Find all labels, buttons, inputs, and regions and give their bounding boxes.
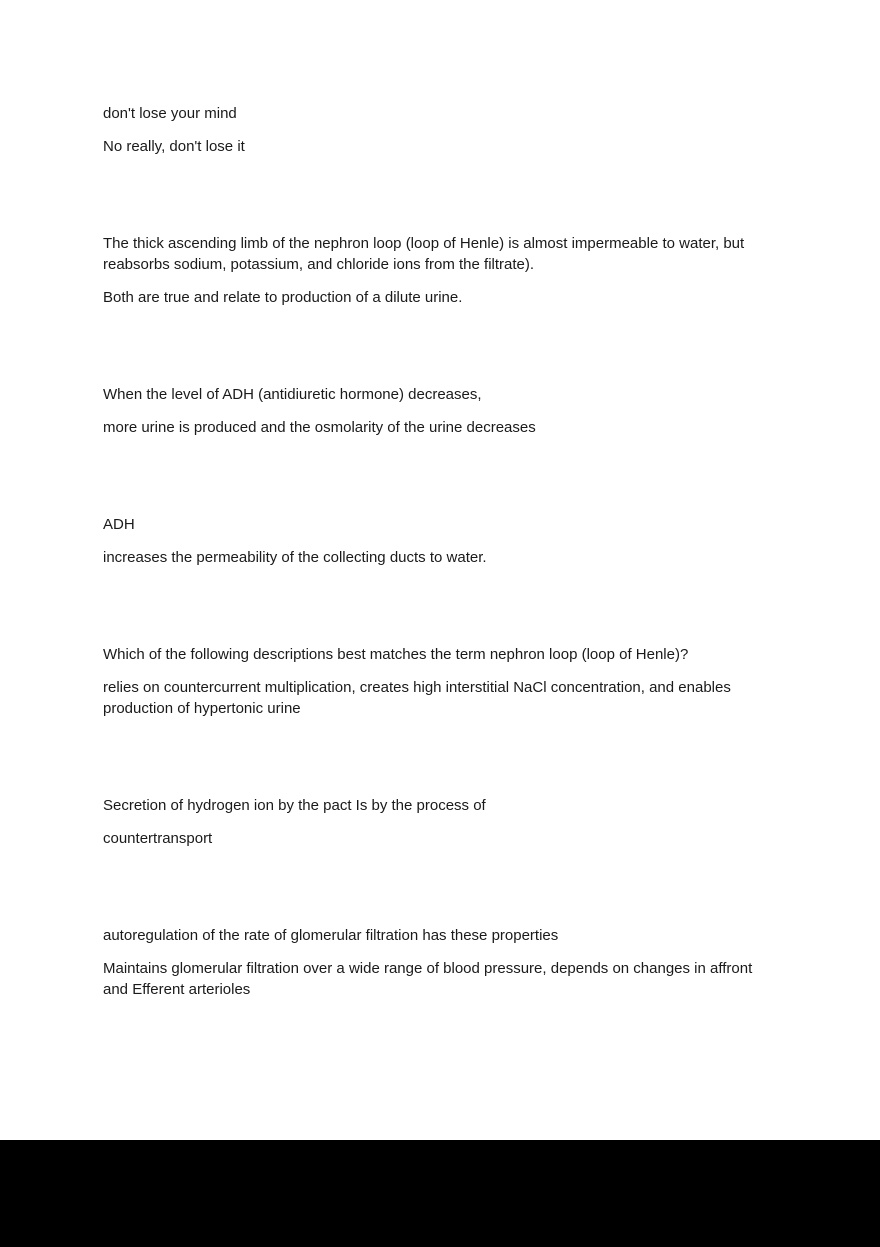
flashcard-definition: No really, don't lose it: [103, 138, 245, 155]
flashcard-definition: increases the permeability of the collecting ducts to water.: [103, 549, 487, 566]
flashcard-definition: Maintains glomerular filtration over a wide range of blood pressure, depends on changes in affront and Efferent arterioles: [103, 960, 753, 998]
flashcard-term: Which of the following descriptions best matches the term nephron loop (loop of Henle)?: [103, 646, 689, 663]
flashcard-definition: countertransport: [103, 830, 213, 847]
flashcard-definition: more urine is produced and the osmolarity of the urine decreases: [103, 419, 536, 436]
flashcard: [103, 384, 781, 438]
flashcard-term: autoregulation of the rate of glomerular filtration has these properties: [103, 927, 559, 944]
flashcard-term: Secretion of hydrogen ion by the pact Is by the process of: [103, 797, 486, 814]
flashcard: [103, 514, 781, 568]
flashcard-term: ADH: [103, 516, 135, 533]
flashcard-term: When the level of ADH (antidiuretic hormone) decreases,: [103, 386, 482, 403]
flashcard: [103, 103, 781, 157]
flashcard: [103, 233, 781, 308]
flashcard: [103, 644, 781, 719]
flashcard: [103, 925, 781, 1000]
flashcard-definition: Both are true and relate to production of a dilute urine.: [103, 289, 463, 306]
bottom-black-bar: [0, 1140, 880, 1247]
flashcard-term: The thick ascending limb of the nephron loop (loop of Henle) is almost impermeable to water, but reabsorbs sodium, potassium, and chloride ions from the filtrate).: [103, 235, 745, 273]
flashcard: [103, 795, 781, 849]
flashcard-term: don't lose your mind: [103, 105, 237, 122]
flashcard-definition: relies on countercurrent multiplication, creates high interstitial NaCl concentration, and enables production of hypertonic urine: [103, 679, 731, 717]
flashcard-list: [103, 103, 781, 1076]
